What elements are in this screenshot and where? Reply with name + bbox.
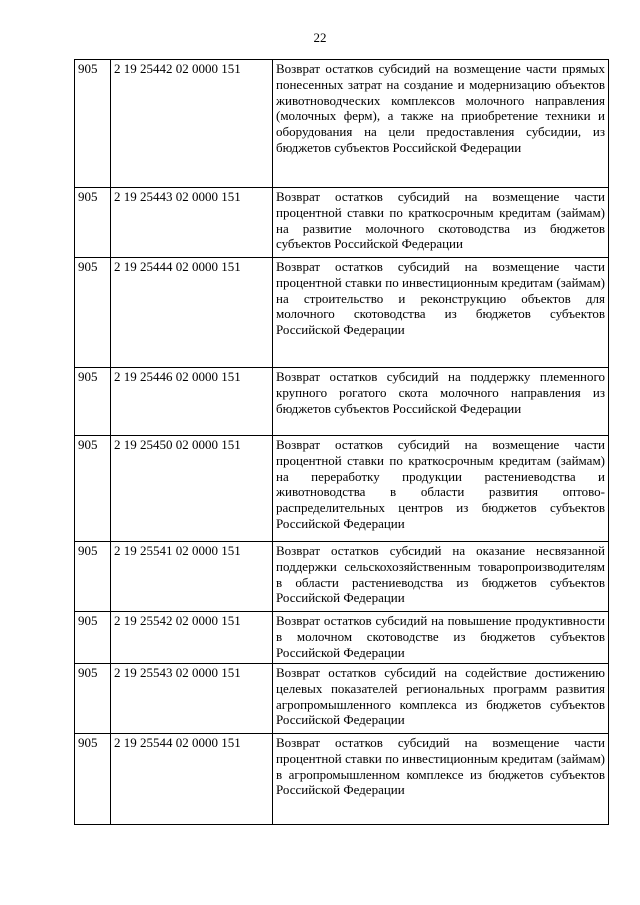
table-row (75, 734, 609, 825)
table-row (75, 664, 609, 734)
description-cell: Возврат остатков субсидий на возмещение части процентной ставки по краткосрочным кредитам (займам) на развитие молочного скотоводства из бюджетов субъектов Российской Федерации (273, 188, 609, 258)
budget-code-cell: 2 19 25544 02 0000 151 (111, 734, 273, 825)
admin-code-cell: 905 (75, 258, 111, 368)
description-cell: Возврат остатков субсидий на возмещение части процентной ставки по инвестиционным кредитам (займам) в агропромышленном комплексе из бюджетов субъектов Российской Федерации (273, 734, 609, 825)
description-cell: Возврат остатков субсидий на поддержку племенного крупного рогатого скота молочного направления из бюджетов субъектов Российской Федерации (273, 368, 609, 436)
admin-code-cell: 905 (75, 436, 111, 542)
budget-code-cell: 2 19 25444 02 0000 151 (111, 258, 273, 368)
budget-code-cell: 2 19 25543 02 0000 151 (111, 664, 273, 734)
admin-code-cell: 905 (75, 612, 111, 664)
page-number: 22 (313, 30, 327, 45)
table-row (75, 60, 609, 188)
description-cell: Возврат остатков субсидий на повышение продуктивности в молочном скотоводстве из бюджетов субъектов Российской Федерации (273, 612, 609, 664)
description-cell: Возврат остатков субсидий на содействие достижению целевых показателей региональных программ развития агропромышленного комплекса из бюджетов субъектов Российской Федерации (273, 664, 609, 734)
table-row (75, 612, 609, 664)
table-row (75, 542, 609, 612)
description-cell: Возврат остатков субсидий на возмещение части процентной ставки по инвестиционным кредитам (займам) на строительство и реконструкцию объектов для молочного скотоводства из бюджетов субъектов Российской Федерации (273, 258, 609, 368)
admin-code-cell: 905 (75, 542, 111, 612)
budget-codes-table (74, 59, 609, 825)
budget-code-cell: 2 19 25442 02 0000 151 (111, 60, 273, 188)
table-row (75, 368, 609, 436)
admin-code-cell: 905 (75, 60, 111, 188)
admin-code-cell: 905 (75, 188, 111, 258)
description-cell: Возврат остатков субсидий на возмещение части прямых понесенных затрат на создание и модернизацию объектов животноводческих комплексов молочного направления (молочных ферм), а также на приобретение техники и оборудования на цели предоставления субсидии, из бюджетов субъектов Российской Федерации (273, 60, 609, 188)
admin-code-cell: 905 (75, 664, 111, 734)
table-row (75, 188, 609, 258)
description-cell: Возврат остатков субсидий на возмещение части процентной ставки по краткосрочным кредитам (займам) на переработку продукции растениеводства и животноводства в области развития оптово-распределительных центров из бюджетов субъектов Российской Федерации (273, 436, 609, 542)
budget-code-cell: 2 19 25443 02 0000 151 (111, 188, 273, 258)
description-cell: Возврат остатков субсидий на оказание несвязанной поддержки сельскохозяйственным товаропроизводителям в области растениеводства из бюджетов субъектов Российской Федерации (273, 542, 609, 612)
table-row (75, 436, 609, 542)
budget-code-cell: 2 19 25450 02 0000 151 (111, 436, 273, 542)
budget-code-cell: 2 19 25541 02 0000 151 (111, 542, 273, 612)
admin-code-cell: 905 (75, 734, 111, 825)
admin-code-cell: 905 (75, 368, 111, 436)
budget-code-cell: 2 19 25542 02 0000 151 (111, 612, 273, 664)
table-row (75, 258, 609, 368)
budget-code-cell: 2 19 25446 02 0000 151 (111, 368, 273, 436)
